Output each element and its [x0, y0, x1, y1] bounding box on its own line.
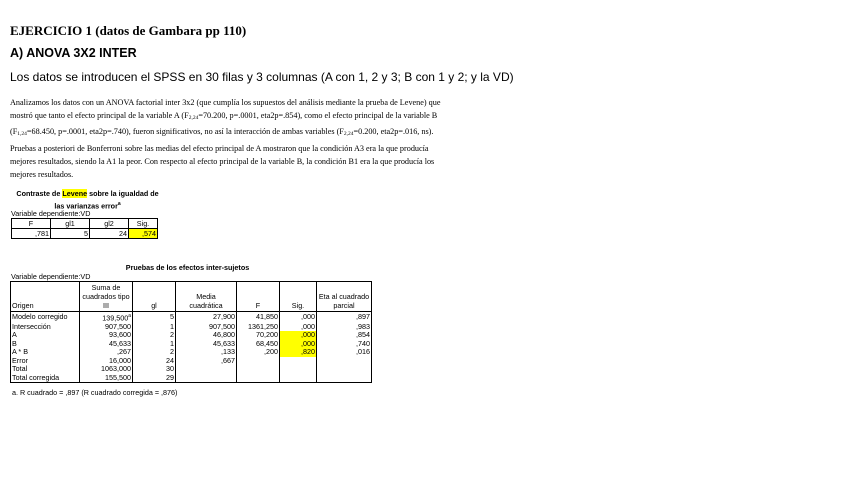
- levene-highlight: Levene: [62, 189, 88, 198]
- levene-gl2-value: 24: [90, 229, 129, 239]
- levene-header-gl1: gl1: [51, 219, 90, 229]
- levene-f-value: ,781: [12, 229, 51, 239]
- paragraph-line: mejores resultados, siendo la A1 la peor. Con respecto al efecto principal de la variable B, la condición B1 era la que producía los: [10, 156, 435, 166]
- header-sum-of-squares: Suma de cuadrados tipo III: [80, 282, 133, 312]
- levene-data-row: [12, 229, 158, 239]
- section-heading: A) ANOVA 3X2 INTER: [10, 46, 137, 60]
- highlighted-sig: ,000: [280, 331, 317, 340]
- levene-table: [11, 218, 158, 239]
- effects-header-row: [11, 282, 372, 312]
- header-partial-eta: Eta al cuadrado parcial: [317, 282, 372, 312]
- levene-header-sig: Sig.: [129, 219, 158, 229]
- effects-footnote: a. R cuadrado = ,897 (R cuadrado corregida = ,876): [12, 388, 178, 397]
- effects-dependent-variable: Variable dependiente:VD: [11, 272, 91, 281]
- table-row: A 93,600 2 46,800 70,200 ,000 ,854: [12, 330, 370, 340]
- header-gl: gl: [133, 282, 176, 312]
- paragraph-line: Pruebas a posteriori de Bonferroni sobre las medias del efecto principal de A mostraron que la condición A3 era la que producía: [10, 143, 429, 153]
- table-row: Error 16,000 24 ,667: [11, 357, 372, 366]
- results-paragraph: [10, 96, 450, 181]
- levene-gl1-value: 5: [51, 229, 90, 239]
- levene-header-f: F: [12, 219, 51, 229]
- data-entry-description: Los datos se introducen el SPSS en 30 filas y 3 columnas (A con 1, 2 y 3; B con 1 y 2; y la VD): [10, 70, 514, 84]
- paragraph-line: mostró que tanto el efecto principal de la variable A (F2,24=70.200, p=.0001, eta2p=.854), como el efecto principal de la variable B: [10, 111, 438, 122]
- levene-header-row: [12, 219, 158, 229]
- table-row: A * B ,267 2 ,133 ,200 ,820 ,016: [12, 347, 370, 357]
- exercise-heading: EJERCICIO 1 (datos de Gambara pp 110): [10, 23, 247, 38]
- header-origen: Origen: [11, 282, 80, 312]
- effects-table-title: Pruebas de los efectos inter-sujetos: [125, 263, 250, 272]
- paragraph-line: mejores resultados.: [10, 170, 74, 180]
- header-mean-square: Media cuadrática: [176, 282, 237, 312]
- effects-table: [10, 281, 372, 383]
- levene-sig-value: ,574: [129, 229, 158, 239]
- header-sig: Sig.: [280, 282, 317, 312]
- levene-dependent-variable: Variable dependiente:VD: [11, 209, 91, 218]
- table-row: Total 1063,000 30: [11, 365, 372, 374]
- paragraph-line: (F1,24=68.450, p=.0001, eta2p=.740), fueron significativos, no así la interacción de ambas variables (F2,24=0.200, eta2p=.016, ns).: [10, 127, 434, 138]
- table-row: Modelo corregido 139,500$^a$ 5 27,900 41,850 ,000 ,897: [12, 312, 370, 323]
- header-f: F: [237, 282, 280, 312]
- table-row: Total corregida 155,500 29: [11, 374, 372, 383]
- levene-table-title: Contraste de Levene sobre la igualdad de las varianzas error$^a$: [16, 189, 159, 211]
- highlighted-sig: ,000: [280, 340, 317, 349]
- highlighted-sig: ,820: [280, 348, 317, 357]
- table-row: B 45,633 1 45,633 68,450 ,000 ,740: [12, 338, 370, 348]
- table-row: Intersección 907,500 1 907,500 1361,250 ,000 ,983: [12, 321, 370, 331]
- paragraph-line: Analizamos los datos con un ANOVA factorial inter 3x2 (que cumplía los supuestos del análisis mediante la prueba de Levene) que: [10, 98, 441, 107]
- levene-header-gl2: gl2: [90, 219, 129, 229]
